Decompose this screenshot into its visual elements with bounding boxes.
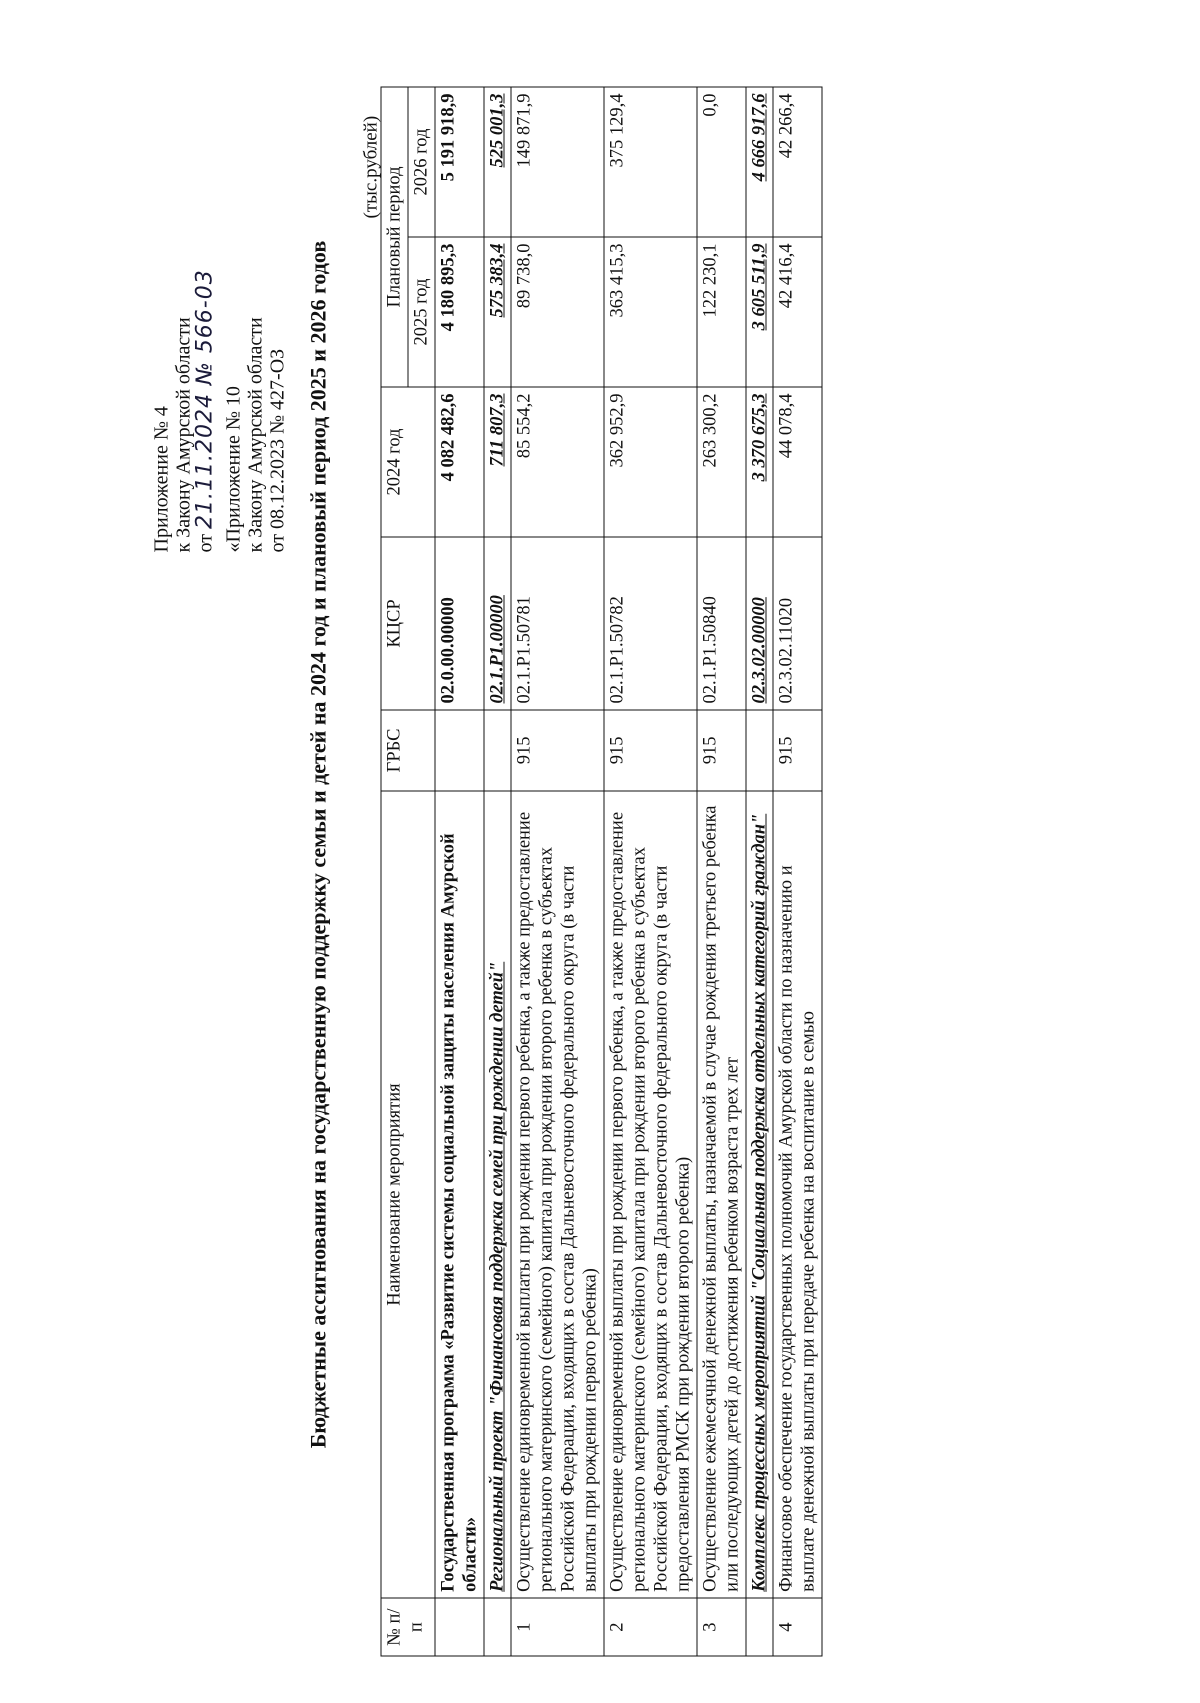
table-row (435, 87, 484, 1656)
prev-date-line: от 08.12.2023 № 427-ОЗ (266, 348, 289, 553)
row-2025: 4 180 895,3 (435, 237, 484, 387)
header-2025: 2025 год (408, 237, 435, 387)
row-name: Финансовое обеспечение государственных полномочий Амурской области по назначению и выплате денежной выплаты при передаче ребенка на воспитание в семью (773, 791, 822, 1599)
row-2024: 362 952,9 (604, 387, 697, 537)
table-row (773, 87, 822, 1656)
budget-table (381, 87, 823, 1657)
row-2024: 4 082 482,6 (435, 387, 484, 537)
prev-appendix-line: «Приложение № 10 (222, 386, 245, 553)
row-num: 2 (604, 1598, 697, 1656)
header-name: Наименование мероприятия (381, 791, 435, 1599)
row-2026: 525 001,3 (484, 87, 511, 237)
row-2026: 4 666 917,6 (746, 87, 773, 237)
row-grbs (435, 710, 484, 791)
row-2026: 5 191 918,9 (435, 87, 484, 237)
table-header-row (381, 87, 408, 1656)
row-kcsr: 02.1.Р1.50782 (604, 537, 697, 710)
row-kcsr: 02.3.02.00000 (746, 537, 773, 710)
row-2025: 3 605 511,9 (746, 237, 773, 387)
row-num: 4 (773, 1598, 822, 1656)
header-2026: 2026 год (408, 87, 435, 237)
row-kcsr: 02.0.00.00000 (435, 537, 484, 710)
row-2026: 42 266,4 (773, 87, 822, 237)
row-grbs: 915 (773, 710, 822, 791)
row-kcsr: 02.1.Р1.00000 (484, 537, 511, 710)
row-num (746, 1598, 773, 1656)
row-2026: 0,0 (697, 87, 746, 237)
row-num: 1 (511, 1598, 604, 1656)
table-row (511, 87, 604, 1656)
row-grbs: 915 (697, 710, 746, 791)
row-name: Региональный проект "Финансовая поддержка семей при рождении детей" (484, 791, 511, 1599)
header-plan-period: Плановый период (381, 87, 408, 387)
row-grbs: 915 (604, 710, 697, 791)
row-2024: 711 807,3 (484, 387, 511, 537)
row-2026: 149 871,9 (511, 87, 604, 237)
row-2025: 575 383,4 (484, 237, 511, 387)
table-row (604, 87, 697, 1656)
row-2025: 89 738,0 (511, 237, 604, 387)
row-2025: 122 230,1 (697, 237, 746, 387)
row-kcsr: 02.1.Р1.50781 (511, 537, 604, 710)
row-name: Осуществление единовременной выплаты при рождении первого ребенка, а также предоставление регионального материнского (семейного) капитала при рождении второго ребенка в субъектах Российской Федерации, входящих в состав Дальневосточного федерального округа (в части выплаты при рождении первого ребенка) (511, 791, 604, 1599)
row-2024: 85 554,2 (511, 387, 604, 537)
row-2025: 42 416,4 (773, 237, 822, 387)
row-name: Государственная программа «Развитие системы социальной защиты населения Амурской области» (435, 791, 484, 1599)
header-num: № п/п (381, 1598, 435, 1656)
header-2024: 2024 год (381, 387, 435, 537)
date-line (192, 269, 218, 553)
previous-appendix-header (223, 317, 289, 552)
table-row (484, 87, 511, 1656)
header-grbs: ГРБС (381, 710, 435, 791)
row-name: Осуществление ежемесячной денежной выплаты, назначаемой в случае рождения третьего ребенка или последующих детей до достижения ребенком возраста трех лет (697, 791, 746, 1599)
units-label: (тыс.рублей) (360, 115, 382, 219)
law-line: к Закону Амурской области (172, 317, 195, 553)
handwritten-date-number: 21.11.2024 № 566-03 (192, 269, 218, 530)
row-num (435, 1598, 484, 1656)
document-page (1, 0, 1200, 1703)
row-num (484, 1598, 511, 1656)
row-2025: 363 415,3 (604, 237, 697, 387)
date-prefix: от (194, 534, 217, 553)
row-2024: 44 078,4 (773, 387, 822, 537)
row-2024: 263 300,2 (697, 387, 746, 537)
row-2026: 375 129,4 (604, 87, 697, 237)
prev-law-line: к Закону Амурской области (244, 317, 267, 553)
row-kcsr: 02.3.02.11020 (773, 537, 822, 710)
row-kcsr: 02.1.Р1.50840 (697, 537, 746, 710)
row-grbs: 915 (511, 710, 604, 791)
row-grbs (484, 710, 511, 791)
appendix-header (151, 269, 217, 552)
row-2024: 3 370 675,3 (746, 387, 773, 537)
document-title: Бюджетные ассигнования на государственную поддержку семьи и детей на 2024 год и плановый период 2025 и 2026 годов (305, 240, 331, 1449)
table-row (746, 87, 773, 1656)
table-row (697, 87, 746, 1656)
header-kcsr: КЦСР (381, 537, 435, 710)
row-grbs (746, 710, 773, 791)
appendix-line: Приложение № 4 (150, 406, 173, 553)
row-num: 3 (697, 1598, 746, 1656)
row-name: Осуществление единовременной выплаты при рождении первого ребенка, а также предоставление регионального материнского (семейного) капитала при рождении второго ребенка в субъектах Российской Федерации, входящих в состав Дальневосточного федерального округа (в части предоставления РМСК при рождении второго ребенка) (604, 791, 697, 1599)
row-name: Комплекс процессных мероприятий "Социальная поддержка отдельных категорий граждан" (746, 791, 773, 1599)
